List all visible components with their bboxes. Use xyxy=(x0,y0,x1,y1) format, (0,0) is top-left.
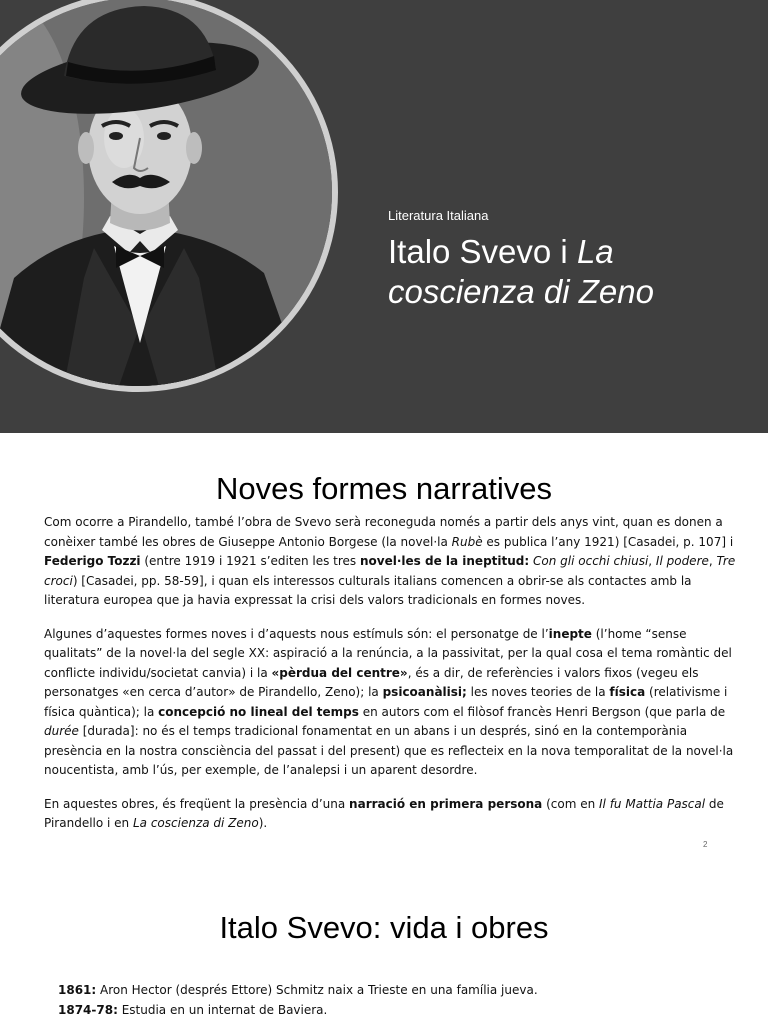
text-run: ) [Casadei, pp. 58-59], i quan els interessos culturals italians comencen a obrir-se als contactes amb la literatura europea que ja havia expressat la crisi dels valors tradicionals en formes noves. xyxy=(44,573,692,607)
text-run: En aquestes obres, és freqüent la presència d’una xyxy=(44,796,350,811)
text-run: [durada]: no és el temps tradicional fonamentat en un abans i un després, sinó en la contemporània presència en la nostra consciència del passat i del present) que es reflecteix en la nova temporalitat de la novel·la noucentista, amb l’ús, per exemple, de l’analepsi i un aparent desordre. xyxy=(44,724,734,777)
bold-text: psicoanàlisi; xyxy=(382,685,467,699)
timeline-text: Aron Hector (després Ettore) Schmitz naix a Trieste en una família jueva. xyxy=(96,983,538,997)
timeline-list xyxy=(58,980,748,1020)
page-number: 2 xyxy=(703,840,708,849)
text-run: , xyxy=(708,554,717,568)
italic-text: Tre croci xyxy=(44,554,736,588)
content-slide xyxy=(0,433,768,865)
text-run: Com ocorre a Pirandello, també l’obra de Svevo serà reconeguda només a partir dels anys vint, quan es donen a conèixer també les obres de Giuseppe Antonio Borgese (la novel·la xyxy=(44,515,723,549)
bold-text: concepció no lineal del temps xyxy=(158,704,359,719)
bold-text: narració en primera persona xyxy=(349,796,543,811)
timeline-year: 1861: xyxy=(58,983,97,997)
text-run: (l’home “sense qualitats” de la novel·la del segle XX: aspiració a la renúncia, a la passivitat, per la qual cosa el tema romàntic del conflicte individu/societat canvia) i la xyxy=(44,626,732,680)
text-run: es publica l’any 1921) [Casadei, p. 107] i xyxy=(482,534,734,549)
timeline-item xyxy=(58,1000,748,1020)
italic-text: La coscienza di Zeno xyxy=(132,816,259,830)
text-run: (com en xyxy=(542,796,600,811)
timeline-item xyxy=(58,980,748,1000)
timeline-year: 1874-78: xyxy=(58,1003,118,1017)
bold-text: novel·les de la ineptitud: xyxy=(359,554,530,568)
text-run: , xyxy=(648,554,656,568)
bold-text: inepte xyxy=(548,626,592,641)
text-run: les noves teories de la xyxy=(466,685,610,699)
bold-text: Federigo Tozzi xyxy=(44,554,141,568)
text-run: (entre 1919 i 1921 s’editen les tres xyxy=(140,554,360,568)
timeline-text: Estudia en un internat de Baviera. xyxy=(117,1003,328,1017)
title-italic-text: La coscienza di Zeno xyxy=(388,233,654,310)
slide-subtitle: Literatura Italiana xyxy=(388,208,489,223)
title-slide xyxy=(0,0,768,433)
text-run: ). xyxy=(258,816,268,830)
italic-text: Il fu Mattia Pascal xyxy=(599,796,706,811)
italic-text: Il podere xyxy=(655,554,709,568)
text-run: en autors com el filòsof francès Henri Bergson (que parla de xyxy=(358,704,726,719)
timeline-slide xyxy=(0,880,768,1024)
paragraph-2 xyxy=(44,625,740,781)
portrait-frame xyxy=(0,0,338,392)
slide-title xyxy=(388,232,758,312)
text-run: (relativisme i física quàntica); la xyxy=(44,685,728,719)
text-run: Algunes d’aquestes formes noves i d’aquests nous estímuls són: el personatge de l’ xyxy=(44,626,549,641)
paragraph-1 xyxy=(44,513,740,611)
slide-heading: Italo Svevo: vida i obres xyxy=(219,910,549,945)
bold-text: física xyxy=(609,685,646,699)
italic-text: Rubè xyxy=(451,534,483,549)
title-plain-text: Italo Svevo i xyxy=(388,233,577,270)
text-run: , és a dir, de referències i valors fixos (vegeu els personatges «en cerca d’autor» de Pirandello, Zeno); la xyxy=(44,665,699,699)
slide-heading: Noves formes narratives xyxy=(216,471,552,506)
italic-text: durée xyxy=(44,724,79,738)
italic-text: Con gli occhi chiusi xyxy=(533,554,649,568)
bold-text: «pèrdua del centre» xyxy=(271,665,408,680)
slide-body xyxy=(44,513,740,848)
paragraph-3 xyxy=(44,795,740,834)
author-portrait-photo xyxy=(0,0,332,386)
text-run: de Pirandello i en xyxy=(44,796,724,830)
